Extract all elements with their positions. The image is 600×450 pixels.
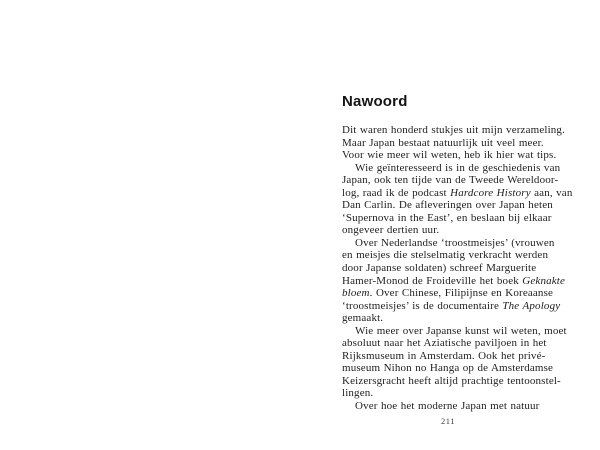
- text-segment: Voor wie meer wil weten, heb ik hier wat tips.: [342, 149, 557, 162]
- text-line: [342, 137, 576, 150]
- text-line: [342, 375, 576, 388]
- text-line: [342, 237, 576, 250]
- text-line: [342, 362, 576, 375]
- text-segment: ongeveer dertien uur.: [342, 224, 440, 237]
- text-segment: . Over Chinese, Filipijnse en Koreaanse: [369, 287, 554, 300]
- text-segment: Over Nederlandse ‘troostmeisjes’ (vrouwen: [355, 236, 555, 249]
- text-line: [342, 212, 576, 225]
- text-line: [342, 149, 576, 162]
- italic-text-segment: Hardcore History: [450, 186, 531, 199]
- text-segment: Wie geïnteresseerd is in de geschiedenis van: [355, 161, 561, 174]
- text-line: [342, 287, 576, 300]
- text-line: [342, 174, 576, 187]
- text-line: [342, 350, 576, 363]
- text-segment: log, raad ik de podcast: [342, 186, 451, 199]
- text-line: [342, 187, 576, 200]
- italic-text-segment: Geknakte: [522, 274, 566, 287]
- text-segment: Rijksmuseum in Amsterdam. Ook het privé-: [342, 349, 546, 362]
- text-segment: Japan, ook ten tijde van de Tweede Wereldoor-: [342, 174, 559, 187]
- text-segment: lingen.: [342, 387, 374, 400]
- text-segment: door Japanse soldaten) schreef Marguerite: [342, 262, 537, 275]
- text-segment: Over hoe het moderne Japan met natuur: [355, 400, 540, 413]
- text-line: [342, 124, 576, 137]
- text-segment: gemaakt.: [342, 312, 384, 325]
- text-segment: aan, van: [530, 186, 573, 199]
- text-line: [342, 224, 576, 237]
- text-segment: Dit waren honderd stukjes uit mijn verzameling.: [342, 124, 565, 136]
- text-segment: Keizersgracht heeft altijd prachtige tentoonstel-: [342, 374, 561, 387]
- text-segment: museum Nihon no Hanga op de Amsterdamse: [342, 362, 554, 375]
- text-line: [342, 387, 576, 400]
- text-line: [342, 325, 576, 338]
- text-segment: ‘troostmeisjes’ is de documentaire: [342, 299, 503, 312]
- text-segment: Hamer-Monod de Froideville het boek: [342, 274, 523, 287]
- text-line: [342, 199, 576, 212]
- text-line: [342, 337, 576, 350]
- text-line: [342, 312, 576, 325]
- text-segment: Dan Carlin. De afleveringen over Japan heten: [342, 199, 553, 212]
- text-line: [342, 275, 576, 288]
- page-number: 211: [441, 416, 455, 426]
- body-text: [342, 124, 576, 413]
- text-line: [342, 249, 576, 262]
- text-line: [342, 400, 576, 413]
- text-segment: en meisjes die stelselmatig verkracht werden: [342, 249, 549, 262]
- page-title: Nawoord: [342, 93, 408, 110]
- text-line: [342, 262, 576, 275]
- italic-text-segment: The Apology: [502, 299, 561, 312]
- text-segment: Wie meer over Japanse kunst wil weten, moet: [355, 324, 567, 337]
- italic-text-segment: bloem: [342, 287, 370, 300]
- text-line: [342, 300, 576, 313]
- text-segment: Maar Japan bestaat natuurlijk uit veel meer.: [342, 136, 544, 149]
- text-segment: ‘Supernova in the East’, en beslaan bij elkaar: [342, 211, 552, 224]
- text-segment: absoluut naar het Aziatische paviljoen in het: [342, 337, 547, 350]
- text-line: [342, 162, 576, 175]
